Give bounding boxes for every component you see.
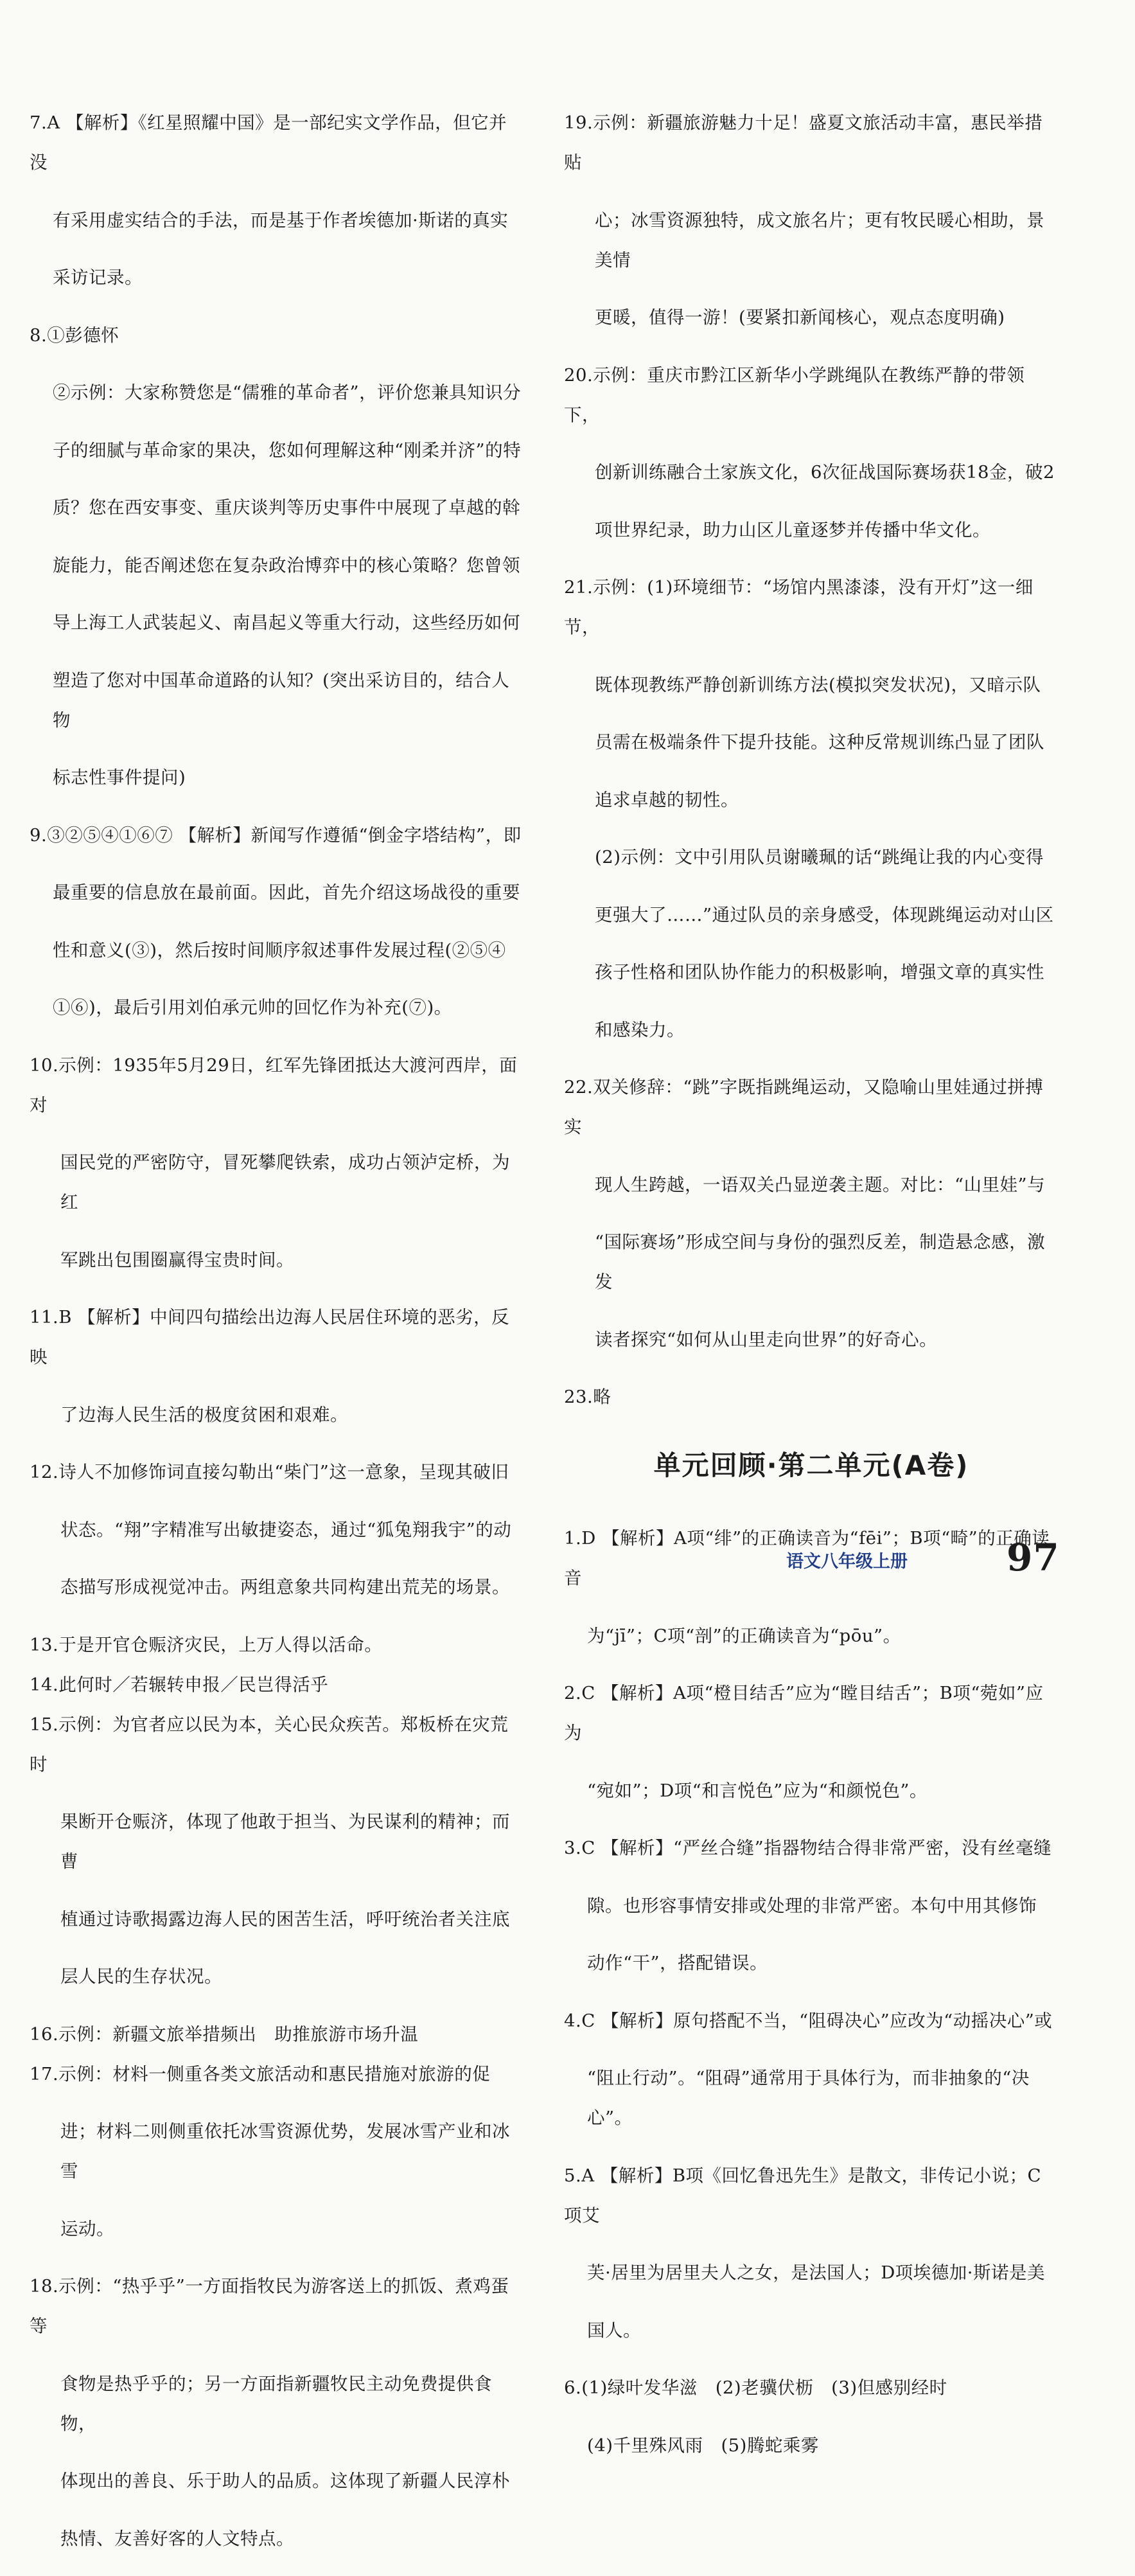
answer-line: 最重要的信息放在最前面。因此，首先介绍这场战役的重要 — [53, 882, 520, 903]
answer-line: 6.(1)绿叶发华滋 (2)老骥伏枥 (3)但感别经时 — [564, 2377, 947, 2398]
right-column — [564, 103, 1059, 2483]
answer-16 — [30, 2014, 524, 2054]
answer-7 — [30, 103, 524, 298]
answer-line: (2)示例：文中引用队员谢曦珮的话“跳绳让我的内心变得 — [595, 847, 1044, 867]
answer-line: 13.于是开官仓赈济灾民，上万人得以活命。 — [30, 1634, 383, 1655]
answer-20 — [564, 355, 1059, 550]
answer-line: 2.C 【解析】A项“橙目结舌”应为“瞠目结舌”；B项“菀如”应为 — [564, 1683, 1044, 1743]
answer-8 — [30, 315, 524, 798]
answer-line: 旋能力，能否阐述您在复杂政治博弈中的核心策略？您曾领 — [53, 555, 520, 576]
answer-line: 18.示例：“热乎乎”一方面指牧民为游客送上的抓饭、煮鸡蛋等 — [30, 2276, 509, 2336]
answer-line: 和感染力。 — [595, 1019, 685, 1040]
answer-line: 态描写形成视觉冲击。两组意象共同构建出荒芜的场景。 — [60, 1577, 510, 1597]
answer-line: 隙。也形容事情安排或处理的非常严密。本句中用其修饰 — [587, 1895, 1037, 1916]
review-answer-2 — [564, 1673, 1059, 1811]
answer-line: “阻止行动”。“阻碍”通常用于具体行为，而非抽象的“决心”。 — [587, 2068, 1030, 2128]
answer-line: 进；材料二则侧重依托冰雪资源优势，发展冰雪产业和冰雪 — [60, 2121, 510, 2181]
answer-line: 热情、友善好客的人文特点。 — [60, 2528, 294, 2549]
answer-line: 11.B 【解析】中间四句描绘出边海人民居住环境的恶劣，反映 — [30, 1307, 510, 1367]
review-answer-5 — [564, 2156, 1059, 2350]
answer-line: 国人。 — [587, 2320, 641, 2341]
answer-line: 16.示例：新疆文旅举措频出 助推旅游市场升温 — [30, 2023, 419, 2045]
answer-line: 3.C 【解析】“严丝合缝”指器物结合得非常严密，没有丝毫缝 — [564, 1838, 1052, 1858]
answer-line: 质？您在西安事变、重庆谈判等历史事件中展现了卓越的斡 — [53, 497, 520, 518]
answer-line: 19.示例：新疆旅游魅力十足！盛夏文旅活动丰富，惠民举措贴 — [564, 112, 1043, 173]
answer-line: 17.示例：材料一侧重各类文旅活动和惠民措施对旅游的促 — [30, 2063, 491, 2084]
answer-line: 更暖，值得一游！(要紧扣新闻核心，观点态度明确) — [595, 307, 1005, 328]
answer-line: (4)千里殊风雨 (5)腾蛇乘雾 — [587, 2435, 819, 2456]
answer-line: 动作“干”，搭配错误。 — [587, 1953, 768, 1973]
answer-11 — [30, 1297, 524, 1435]
answer-line: 子的细腻与革命家的果决，您如何理解这种“刚柔并济”的特 — [53, 440, 522, 461]
answer-line: 员需在极端条件下提升技能。这种反常规训练凸显了团队 — [595, 732, 1044, 752]
review-answer-3 — [564, 1828, 1059, 1983]
answer-13 — [30, 1625, 524, 1665]
answer-line: 采访记录。 — [53, 267, 143, 288]
answer-line: 塑造了您对中国革命道路的认知？(突出采访目的，结合人物 — [53, 670, 510, 731]
answer-line: 有采用虚实结合的手法，而是基于作者埃德加·斯诺的真实 — [53, 209, 509, 231]
answer-line: 4.C 【解析】原句搭配不当，“阻碍决心”应改为“动摇决心”或 — [564, 2010, 1053, 2031]
answer-line: 15.示例：为官者应以民为本，关心民众疾苦。郑板桥在灾荒时 — [30, 1714, 509, 1775]
section-title: 单元回顾·第二单元(A卷) — [653, 1450, 969, 1481]
answer-line: 22.双关修辞：“跳”字既指跳绳运动，又隐喻山里娃通过拼搏实 — [564, 1077, 1044, 1137]
answer-line: 5.A 【解析】B项《回忆鲁迅先生》是散文，非传记小说；C项艾 — [564, 2165, 1042, 2226]
answer-21 — [564, 567, 1059, 1050]
answer-17 — [30, 2054, 524, 2249]
book-title-footer: 语文八年级上册 — [786, 1552, 908, 1572]
answer-line: 导上海工人武装起义、南昌起义等重大行动，这些经历如何 — [53, 612, 520, 633]
answer-line: “国际赛场”形成空间与身份的强烈反差，制造悬念感，激发 — [595, 1232, 1046, 1292]
review-answer-1 — [564, 1518, 1059, 1656]
answer-9 — [30, 815, 524, 1028]
answer-line: 项世界纪录，助力山区儿童逐梦并传播中华文化。 — [595, 519, 990, 540]
review-answer-4 — [564, 2001, 1059, 2138]
answer-line: 追求卓越的韧性。 — [595, 789, 739, 810]
answer-line: 孩子性格和团队协作能力的积极影响，增强文章的真实性 — [595, 962, 1044, 982]
answer-12 — [30, 1452, 524, 1607]
answer-line: 性和意义(③)，然后按时间顺序叙述事件发展过程(②⑤④ — [53, 939, 506, 961]
answer-18 — [30, 2266, 524, 2559]
answer-line: 9.③②⑤④①⑥⑦ 【解析】新闻写作遵循“倒金字塔结构”，即 — [30, 824, 522, 846]
answer-line: 12.诗人不加修饰词直接勾勒出“柴门”这一意象，呈现其破旧 — [30, 1462, 509, 1482]
answer-line: ②示例：大家称赞您是“儒雅的革命者”，评价您兼具知识分 — [53, 382, 522, 403]
answer-line: ①⑥)，最后引用刘伯承元帅的回忆作为补充(⑦)。 — [53, 997, 452, 1018]
answer-line: 读者探究“如何从山里走向世界”的好奇心。 — [595, 1329, 938, 1350]
answer-line: 芙·居里为居里夫人之女，是法国人；D项埃德加·斯诺是美 — [587, 2262, 1046, 2283]
answer-line: 23.略 — [564, 1387, 611, 1407]
answer-line: 运动。 — [60, 2218, 114, 2239]
answer-line: 体现出的善良、乐于助人的品质。这体现了新疆人民淳朴 — [60, 2471, 510, 2491]
answer-line: 既体现教练严静创新训练方法(模拟突发状况)，又暗示队 — [595, 674, 1041, 695]
answer-line: 状态。“翔”字精准写出敏捷姿态，通过“狐兔翔我宇”的动 — [60, 1519, 512, 1540]
answer-22 — [564, 1067, 1059, 1360]
left-column — [30, 103, 524, 2576]
answer-line: 军跳出包围圈赢得宝贵时间。 — [60, 1249, 294, 1270]
answer-14 — [30, 1665, 524, 1705]
answer-line: 了边海人民生活的极度贫困和艰难。 — [60, 1404, 348, 1425]
answer-line: 国民党的严密防守，冒死攀爬铁索，成功占领泸定桥，为红 — [60, 1152, 510, 1212]
review-answer-6 — [564, 2368, 1059, 2465]
answer-line: 创新训练融合土家族文化，6次征战国际赛场获18金，破2 — [595, 462, 1055, 483]
answer-15 — [30, 1705, 524, 1997]
answer-10 — [30, 1045, 524, 1280]
page-number: 97 — [1007, 1536, 1060, 1579]
answer-line: 21.示例：(1)环境细节：“场馆内黑漆漆，没有开灯”这一细节， — [564, 577, 1034, 637]
answer-23 — [564, 1377, 1059, 1417]
answer-line: 10.示例：1935年5月29日，红军先锋团抵达大渡河西岸，面对 — [30, 1054, 518, 1115]
answer-line: 20.示例：重庆市黔江区新华小学跳绳队在教练严静的带领下， — [564, 364, 1025, 425]
answer-line: 心；冰雪资源独特，成文旅名片；更有牧民暖心相助，景美情 — [595, 209, 1044, 271]
answer-line: 现人生跨越，一语双关凸显逆袭主题。对比：“山里娃”与 — [595, 1174, 1046, 1195]
answer-line: 层人民的生存状况。 — [60, 1966, 222, 1987]
answer-line: 植通过诗歌揭露边海人民的困苦生活，呼吁统治者关注底 — [60, 1908, 510, 1930]
answer-line: 果断开仓赈济，体现了他敢于担当、为民谋利的精神；而曹 — [60, 1811, 510, 1872]
answer-line: 14.此何时／若辗转申报／民岂得活乎 — [30, 1674, 329, 1695]
answer-line: “宛如”；D项“和言悦色”应为“和颜悦色”。 — [587, 1780, 928, 1801]
answer-line: 8.①彭德怀 — [30, 324, 119, 346]
answer-line: 标志性事件提问) — [53, 767, 186, 788]
answer-line: 更强大了……”通过队员的亲身感受，体现跳绳运动对山区 — [595, 904, 1054, 925]
answer-19 — [564, 103, 1059, 337]
answer-line: 为“jī”；C项“剖”的正确读音为“pōu”。 — [587, 1625, 901, 1646]
answer-line: 食物是热乎乎的；另一方面指新疆牧民主动免费提供食物， — [60, 2373, 492, 2434]
answer-line: 1.D 【解析】A项“绯”的正确读音为“fēi”；B项“畸”的正确读音 — [564, 1528, 1050, 1588]
answer-line: 7.A 【解析】《红星照耀中国》是一部纪实文学作品，但它并没 — [30, 112, 507, 173]
